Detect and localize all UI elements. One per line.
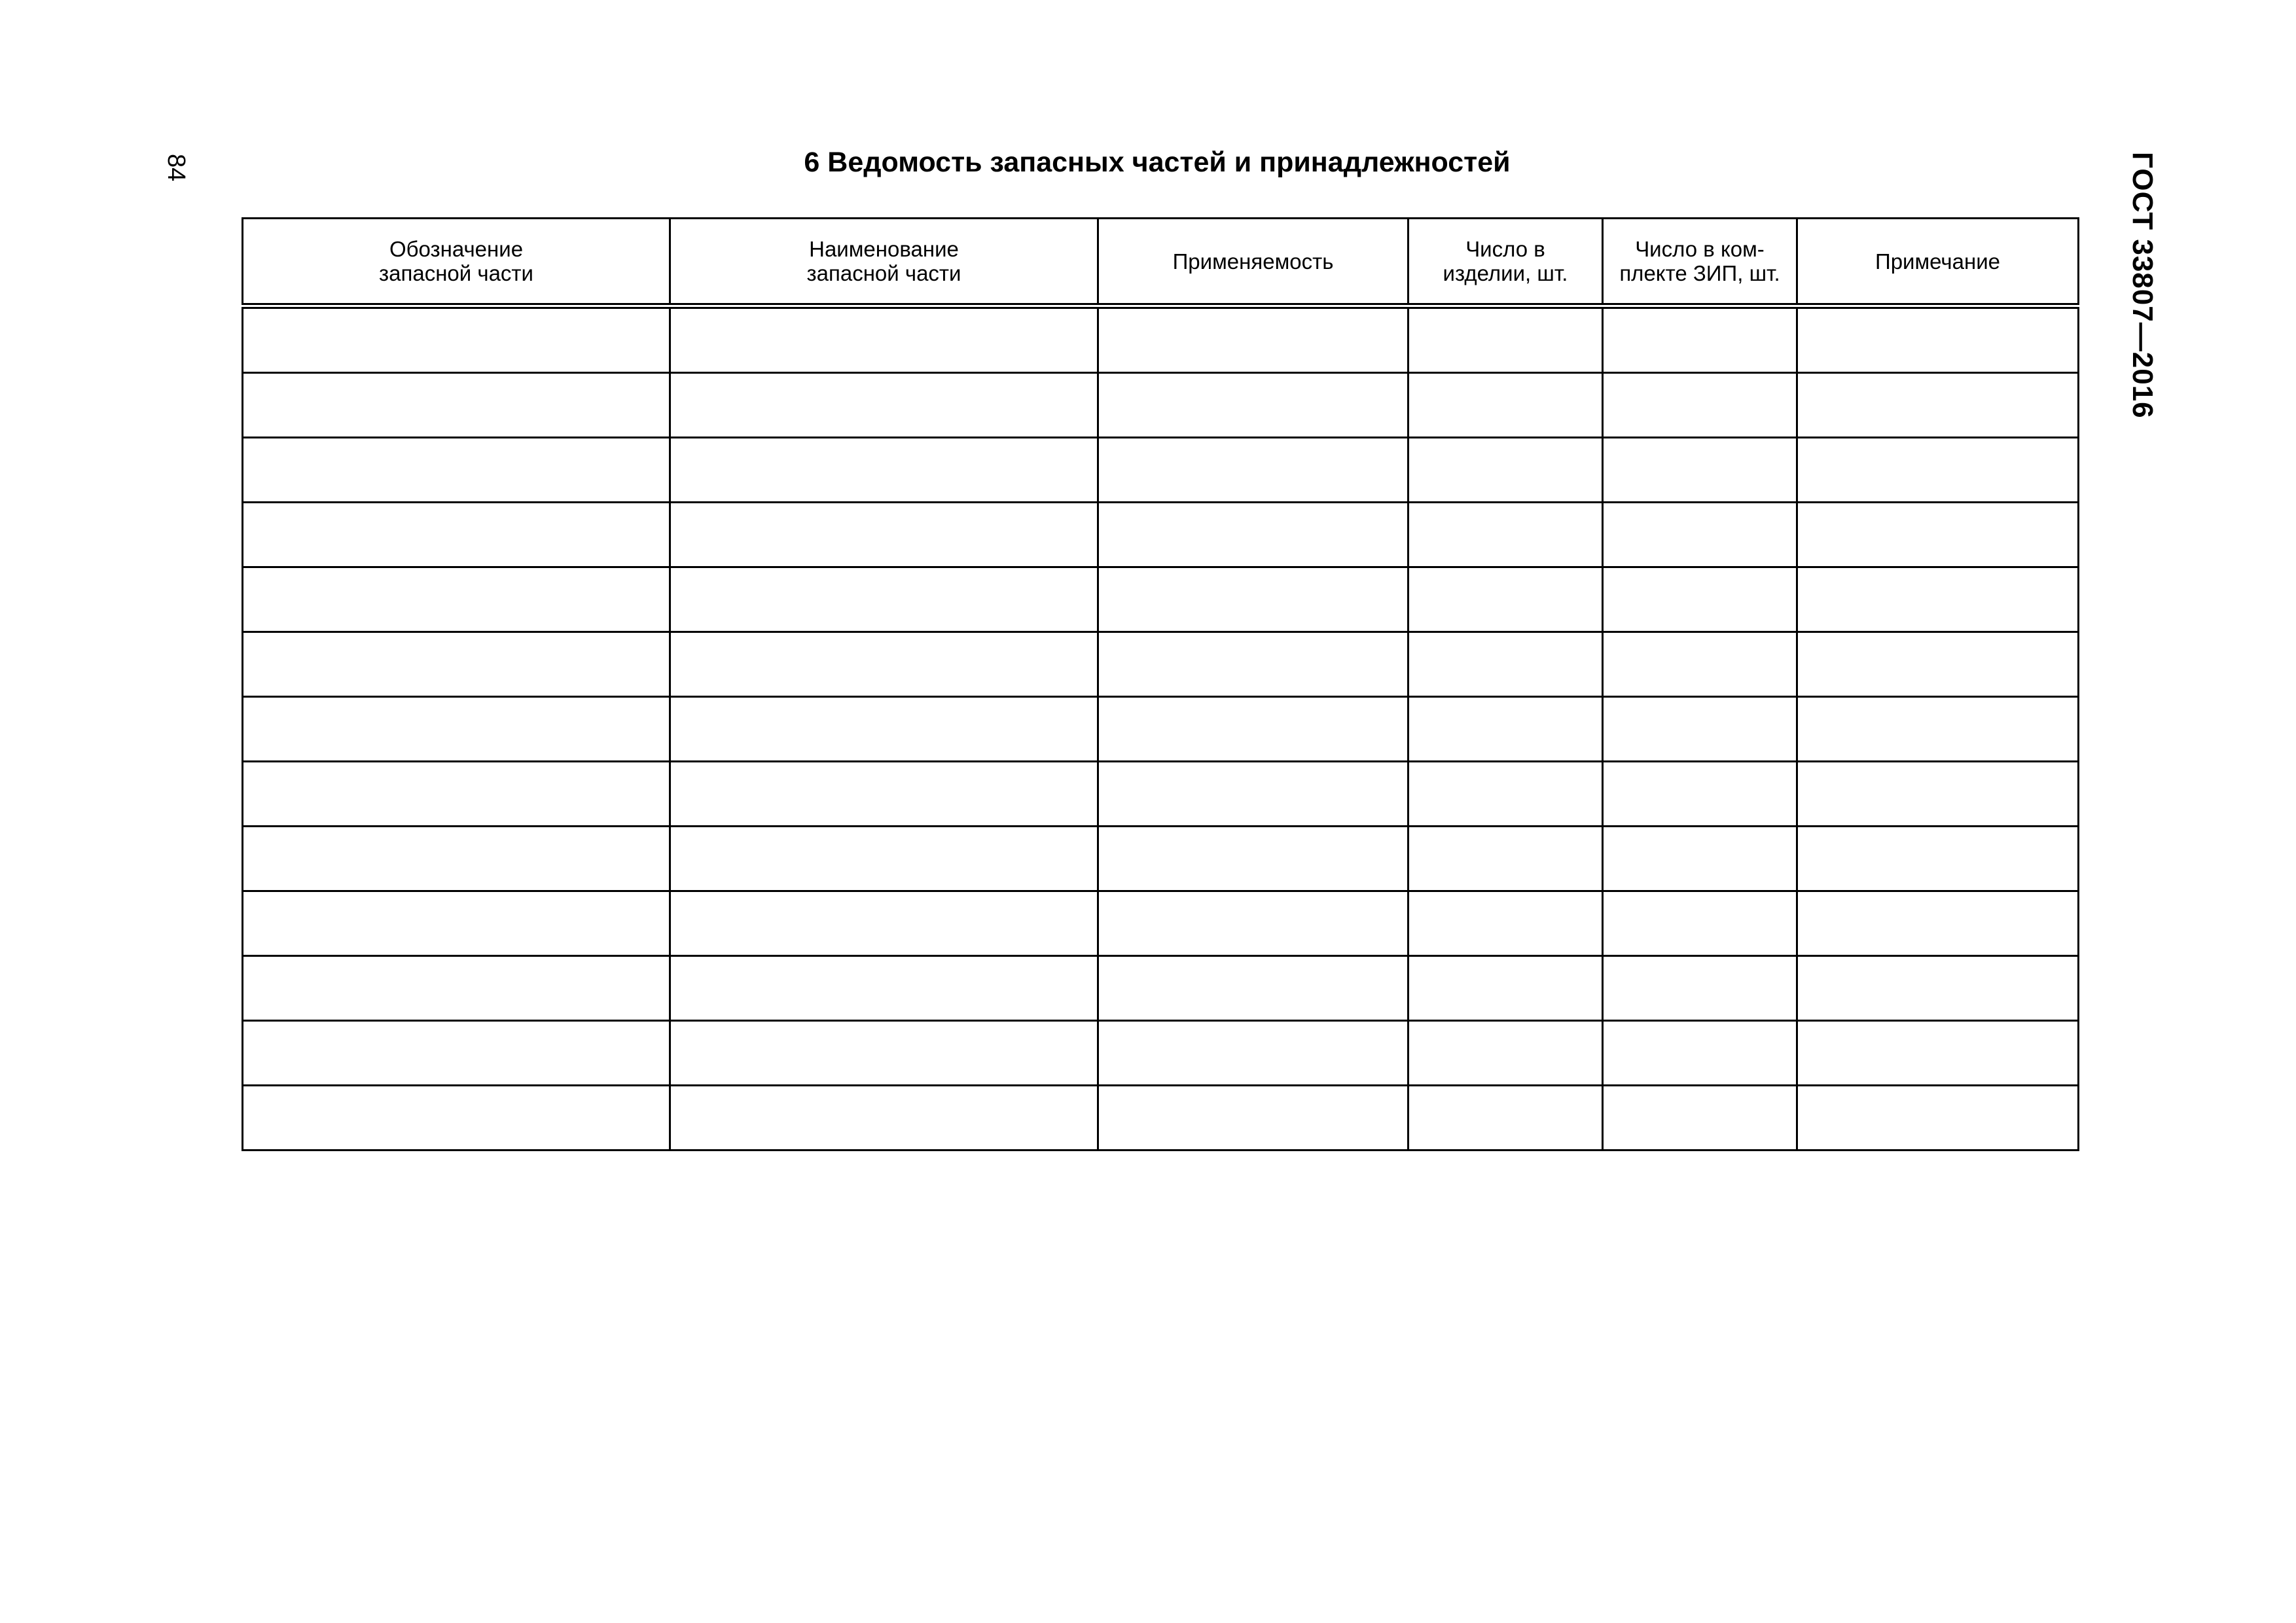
table-cell xyxy=(1797,306,2079,373)
table-cell xyxy=(670,697,1098,762)
table-cell xyxy=(243,827,670,891)
table-cell xyxy=(1098,503,1408,567)
table-cell xyxy=(1797,762,2079,827)
table-row xyxy=(243,891,2079,956)
table-cell xyxy=(670,503,1098,567)
table-cell xyxy=(1408,762,1603,827)
table-cell xyxy=(670,567,1098,632)
column-header-part-name xyxy=(670,219,1098,306)
table-cell xyxy=(1603,1086,1797,1150)
header-text: плекте ЗИП, шт. xyxy=(1619,261,1780,285)
table-cell xyxy=(1098,567,1408,632)
table-cell xyxy=(1098,1021,1408,1086)
table-cell xyxy=(1797,1086,2079,1150)
table-cell xyxy=(1098,762,1408,827)
table-cell xyxy=(1797,827,2079,891)
header-text: запасной части xyxy=(806,261,961,285)
table-row xyxy=(243,762,2079,827)
table-cell xyxy=(1603,567,1797,632)
table-cell xyxy=(1797,891,2079,956)
table-cell xyxy=(1408,373,1603,438)
table-cell xyxy=(1797,567,2079,632)
table-cell xyxy=(670,827,1098,891)
table-cell xyxy=(243,762,670,827)
table-cell xyxy=(1603,632,1797,697)
table-cell xyxy=(1408,697,1603,762)
table-cell xyxy=(1603,373,1797,438)
column-header-qty-in-spares-kit xyxy=(1603,219,1797,306)
table-cell xyxy=(1408,827,1603,891)
table-cell xyxy=(1098,697,1408,762)
section-title: 6 Ведомость запасных частей и принадлежностей xyxy=(804,147,1511,178)
table-cell xyxy=(1603,956,1797,1021)
table-cell xyxy=(670,632,1098,697)
table-row xyxy=(243,373,2079,438)
table-cell xyxy=(243,373,670,438)
header-text: Примечание xyxy=(1874,249,2000,274)
table-cell xyxy=(1603,697,1797,762)
table-cell xyxy=(1098,891,1408,956)
table-cell xyxy=(1797,956,2079,1021)
table-cell xyxy=(1603,306,1797,373)
table-cell xyxy=(670,1086,1098,1150)
table-cell xyxy=(243,632,670,697)
header-text: Наименование xyxy=(809,237,959,261)
table-cell xyxy=(1797,373,2079,438)
column-header-part-designation xyxy=(243,219,670,306)
table-cell xyxy=(1797,697,2079,762)
table-row xyxy=(243,503,2079,567)
table-cell xyxy=(243,438,670,503)
table-row xyxy=(243,697,2079,762)
table-cell xyxy=(1408,632,1603,697)
standard-code: ГОСТ 33807—2016 xyxy=(2126,152,2159,419)
table-cell xyxy=(1098,632,1408,697)
table-cell xyxy=(670,306,1098,373)
table-cell xyxy=(243,1086,670,1150)
table-cell xyxy=(243,503,670,567)
table-row xyxy=(243,827,2079,891)
table-cell xyxy=(1098,1086,1408,1150)
table-cell xyxy=(1797,438,2079,503)
header-text: Число в xyxy=(1465,237,1545,261)
table-cell xyxy=(670,891,1098,956)
table-cell xyxy=(1098,438,1408,503)
table-cell xyxy=(1408,1021,1603,1086)
table-cell xyxy=(1408,438,1603,503)
header-text: Обозначение xyxy=(389,237,524,261)
table-row xyxy=(243,956,2079,1021)
table-cell xyxy=(1797,632,2079,697)
table-cell xyxy=(1408,956,1603,1021)
table-cell xyxy=(243,306,670,373)
table-header-row xyxy=(243,219,2079,306)
table-cell xyxy=(1098,306,1408,373)
table-cell xyxy=(1408,891,1603,956)
table-cell xyxy=(1408,306,1603,373)
column-header-applicability xyxy=(1098,219,1408,306)
table-cell xyxy=(670,762,1098,827)
table-row xyxy=(243,1021,2079,1086)
table-cell xyxy=(1098,373,1408,438)
table-cell xyxy=(1408,503,1603,567)
table-cell xyxy=(1098,827,1408,891)
table-row xyxy=(243,632,2079,697)
table-row xyxy=(243,567,2079,632)
table-cell xyxy=(1098,956,1408,1021)
table-row xyxy=(243,1086,2079,1150)
table-cell xyxy=(243,697,670,762)
table-cell xyxy=(670,956,1098,1021)
table-cell xyxy=(1603,891,1797,956)
table-cell xyxy=(670,1021,1098,1086)
header-text: изделии, шт. xyxy=(1443,261,1568,285)
spare-parts-table xyxy=(242,217,2079,1151)
page-number: 84 xyxy=(162,154,190,182)
column-header-note xyxy=(1797,219,2079,306)
table-cell xyxy=(1408,567,1603,632)
table-cell xyxy=(1408,1086,1603,1150)
table-cell xyxy=(1603,762,1797,827)
table-cell xyxy=(1603,827,1797,891)
header-text: Применяемость xyxy=(1172,249,1334,274)
table-row xyxy=(243,438,2079,503)
column-header-qty-in-product xyxy=(1408,219,1603,306)
table-cell xyxy=(243,1021,670,1086)
table-cell xyxy=(1797,1021,2079,1086)
table-cell xyxy=(1797,503,2079,567)
table-cell xyxy=(1603,503,1797,567)
table-cell xyxy=(670,373,1098,438)
table-cell xyxy=(670,438,1098,503)
header-text: запасной части xyxy=(379,261,533,285)
table-cell xyxy=(243,956,670,1021)
table-row xyxy=(243,306,2079,373)
table-cell xyxy=(243,891,670,956)
table-cell xyxy=(1603,438,1797,503)
header-text: Число в ком- xyxy=(1635,237,1765,261)
table-cell xyxy=(1603,1021,1797,1086)
table-cell xyxy=(243,567,670,632)
